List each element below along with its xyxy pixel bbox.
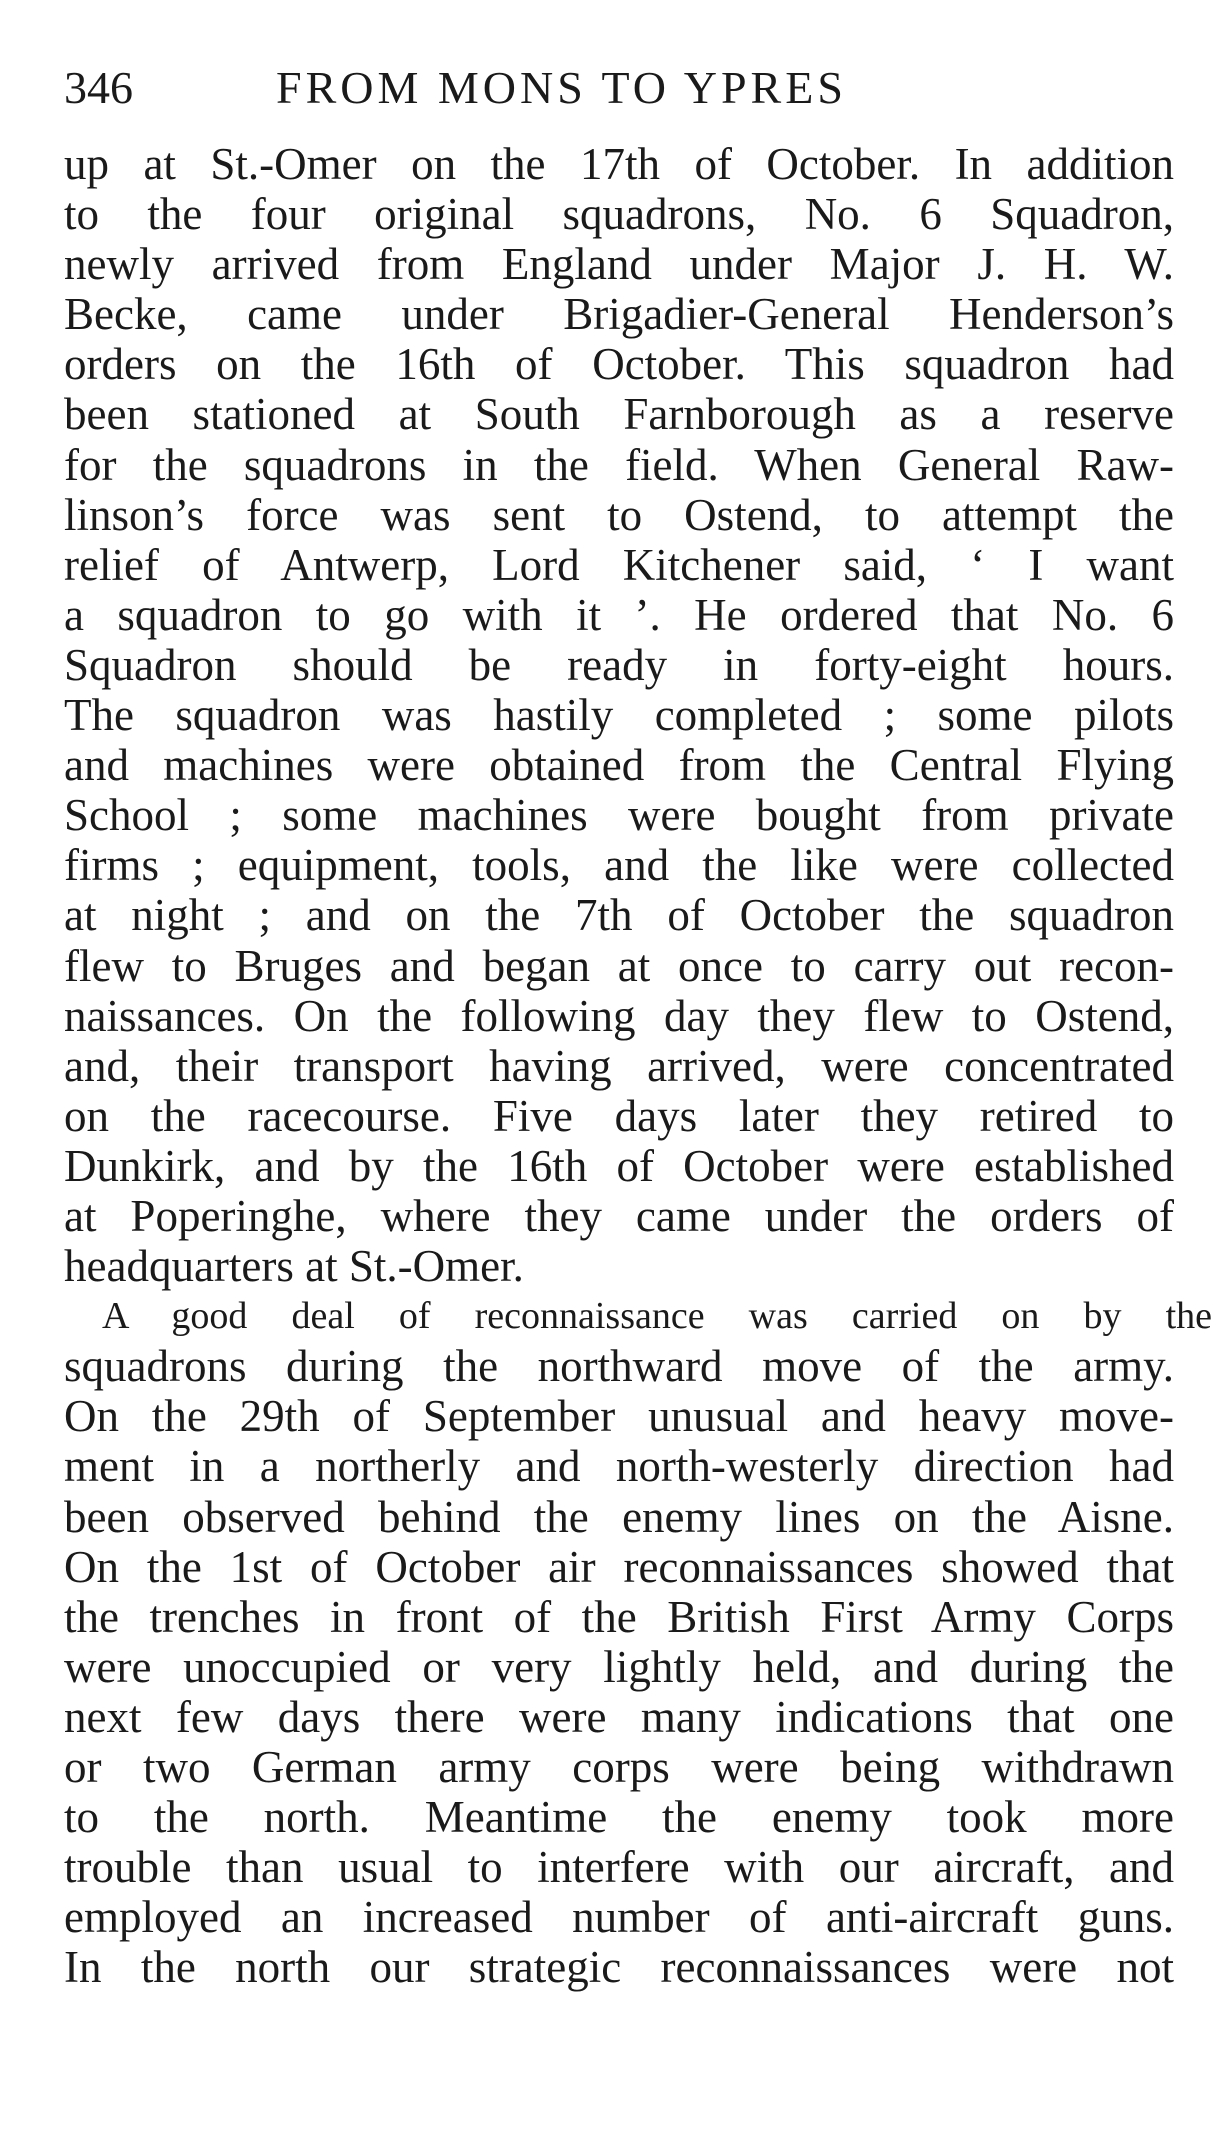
text-line: a squadron to go with it ’. He ordered that No. 6	[64, 589, 1174, 640]
text-line: On the 29th of September unusual and heavy move-	[64, 1391, 1174, 1442]
text-line: to the four original squadrons, No. 6 Squadron,	[64, 189, 1174, 240]
text-line: Becke, came under Brigadier-General Henderson’s	[64, 289, 1174, 340]
text-line: Squadron should be ready in forty-eight hours.	[64, 639, 1174, 690]
text-line: employed an increased number of anti-aircraft guns.	[64, 1892, 1174, 1943]
paragraph-start-line: A good deal of reconnaissance was carried on by the	[102, 1295, 1212, 1338]
text-line: at Poperinghe, where they came under the orders of	[64, 1190, 1174, 1241]
text-line: orders on the 16th of October. This squadron had	[64, 339, 1174, 390]
text-line: on the racecourse. Five days later they retired to	[64, 1090, 1174, 1141]
text-line: up at St.-Omer on the 17th of October. In addition	[64, 139, 1174, 189]
text-line: naissances. On the following day they flew to Ostend,	[64, 990, 1174, 1041]
text-line: School ; some machines were bought from private	[64, 790, 1174, 841]
paragraph-end-line: headquarters at St.-Omer.	[64, 1241, 524, 1292]
text-line: firms ; equipment, tools, and the like were collected	[64, 840, 1174, 891]
text-line: newly arrived from England under Major J. H. W.	[64, 239, 1174, 290]
body-text	[64, 139, 1212, 1993]
text-line: On the 1st of October air reconnaissances showed that	[64, 1541, 1174, 1592]
running-title: FROM MONS TO YPRES	[276, 62, 847, 113]
text-line: next few days there were many indications that one	[64, 1691, 1174, 1742]
text-line: for the squadrons in the field. When General Raw-	[64, 439, 1174, 490]
text-line: flew to Bruges and began at once to carry out recon-	[64, 940, 1174, 991]
text-line: at night ; and on the 7th of October the squadron	[64, 890, 1174, 941]
text-line: been observed behind the enemy lines on the Aisne.	[64, 1491, 1174, 1542]
text-line: were unoccupied or very lightly held, and during the	[64, 1641, 1174, 1692]
text-line: linson’s force was sent to Ostend, to attempt the	[64, 489, 1174, 540]
text-line: been stationed at South Farnborough as a reserve	[64, 389, 1174, 440]
text-line: squadrons during the northward move of the army.	[64, 1341, 1174, 1392]
page-number: 346	[64, 62, 133, 113]
text-line: to the north. Meantime the enemy took more	[64, 1792, 1174, 1843]
text-line: The squadron was hastily completed ; some pilots	[64, 690, 1174, 741]
text-line: trouble than usual to interfere with our aircraft, and	[64, 1842, 1174, 1893]
text-line: and, their transport having arrived, were concentrated	[64, 1040, 1174, 1091]
running-head	[64, 58, 1174, 118]
text-line: and machines were obtained from the Central Flying	[64, 740, 1174, 791]
text-line: relief of Antwerp, Lord Kitchener said, ‘ I want	[64, 539, 1174, 590]
text-line: In the north our strategic reconnaissances were not	[64, 1942, 1174, 1993]
text-line: the trenches in front of the British First Army Corps	[64, 1591, 1174, 1642]
text-line: or two German army corps were being withdrawn	[64, 1742, 1174, 1792]
text-line: ment in a northerly and north-westerly direction had	[64, 1441, 1174, 1492]
text-line: Dunkirk, and by the 16th of October were established	[64, 1140, 1174, 1191]
